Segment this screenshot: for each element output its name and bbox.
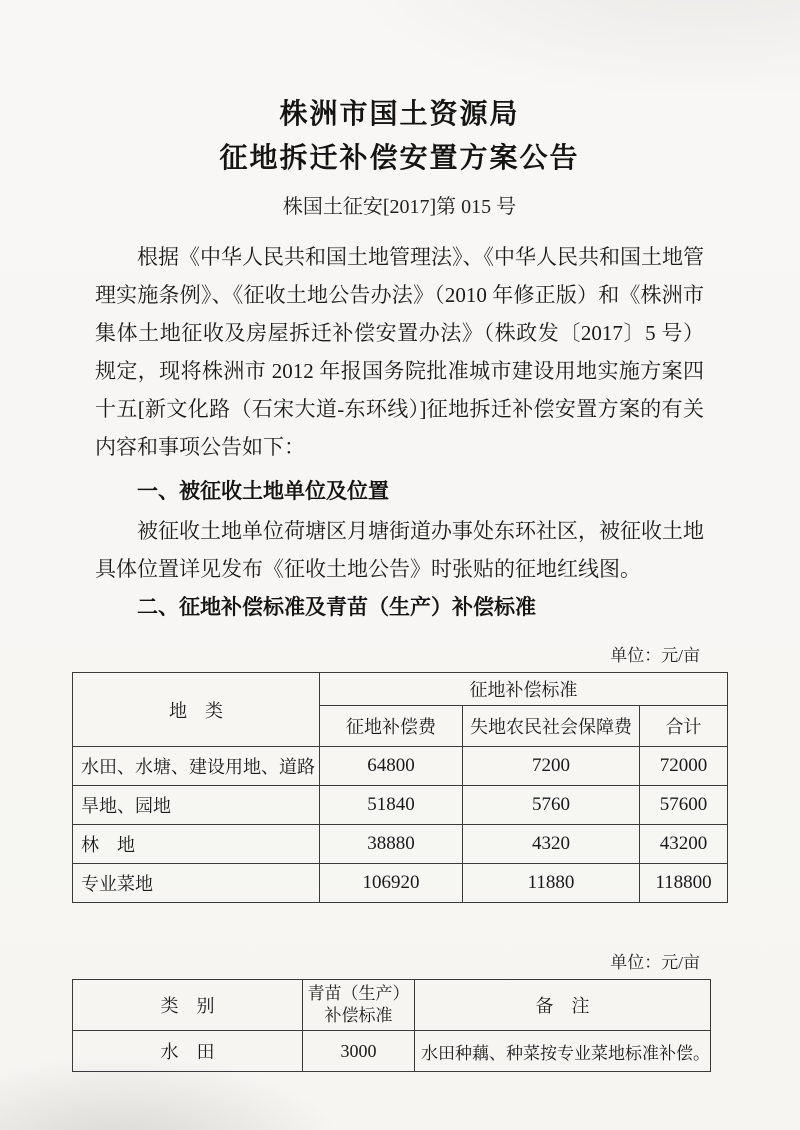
- social-security-cell: 5760: [463, 786, 640, 825]
- table-row: [73, 747, 728, 786]
- table-2-unit-label: 单位：元/亩: [610, 953, 700, 972]
- seedling-compensation-table: [72, 979, 711, 1072]
- note-cell: 水田种藕、种菜按专业菜地标准补偿。: [415, 1031, 711, 1072]
- table-1-header-total: 合计: [640, 706, 728, 747]
- standard-cell: 3000: [303, 1031, 415, 1072]
- table-2-header-note: 备 注: [415, 980, 711, 1031]
- total-cell: 118800: [640, 864, 728, 903]
- section-1-heading: 一、被征收土地单位及位置: [137, 480, 389, 503]
- table-2-header-row: [73, 980, 711, 1031]
- category-cell: 水 田: [73, 1031, 303, 1072]
- document-title-line2: 征地拆迁补偿安置方案公告: [219, 142, 580, 173]
- document-title-line1: 株洲市国土资源局: [279, 98, 520, 129]
- table-1-header-land-type: 地 类: [73, 673, 320, 747]
- table-1-header-row-1: [73, 673, 728, 706]
- total-cell: 57600: [640, 786, 728, 825]
- land-type-cell: 水田、水塘、建设用地、道路: [73, 747, 320, 786]
- table-1-header-group: 征地补偿标准: [320, 673, 728, 706]
- total-cell: 72000: [640, 747, 728, 786]
- table-row: [73, 825, 728, 864]
- table-1-header-social-security: 失地农民社会保障费: [463, 706, 640, 747]
- section-2-heading: 二、征地补偿标准及青苗（生产）补偿标准: [137, 596, 536, 619]
- table-row: [73, 786, 728, 825]
- comp-fee-cell: 38880: [320, 825, 463, 864]
- comp-fee-cell: 64800: [320, 747, 463, 786]
- document-number: 株国土征安[2017]第 015 号: [282, 196, 517, 218]
- table-1-unit-label: 单位：元/亩: [610, 646, 700, 665]
- social-security-cell: 7200: [463, 747, 640, 786]
- comp-fee-cell: 106920: [320, 864, 463, 903]
- table-2-header-category: 类 别: [73, 980, 303, 1031]
- social-security-cell: 4320: [463, 825, 640, 864]
- table-row: [73, 864, 728, 903]
- table-2-header-standard-line1: 青苗（生产）: [307, 984, 410, 1003]
- table-2-header-standard: [303, 980, 415, 1031]
- land-type-cell: 林 地: [73, 825, 320, 864]
- land-type-cell: 旱地、园地: [73, 786, 320, 825]
- comp-fee-cell: 51840: [320, 786, 463, 825]
- social-security-cell: 11880: [463, 864, 640, 903]
- table-1-header-comp-fee: 征地补偿费: [320, 706, 463, 747]
- table-row: [73, 1031, 711, 1072]
- intro-paragraph: 根据《中华人民共和国土地管理法》、《中华人民共和国土地管理实施条例》、《征收土地公告办法》（2010 年修正版）和《株洲市集体土地征收及房屋拆迁补偿安置办法》（株政发〔2017〕5 号）规定，现将株洲市 2012 年报国务院批准城市建设用地实施方案四十五[新文化路（石宋大道-东环线）]征地拆迁补偿安置方案的有关内容和事项公告如下：: [95, 245, 704, 459]
- land-type-cell: 专业菜地: [73, 864, 320, 903]
- table-2-header-standard-line2: 补偿标准: [324, 1006, 393, 1025]
- land-compensation-table: [72, 672, 728, 903]
- total-cell: 43200: [640, 825, 728, 864]
- section-1-paragraph: 被征收土地单位荷塘区月塘街道办事处东环社区，被征收土地具体位置详见发布《征收土地公告》时张贴的征地红线图。: [95, 519, 704, 581]
